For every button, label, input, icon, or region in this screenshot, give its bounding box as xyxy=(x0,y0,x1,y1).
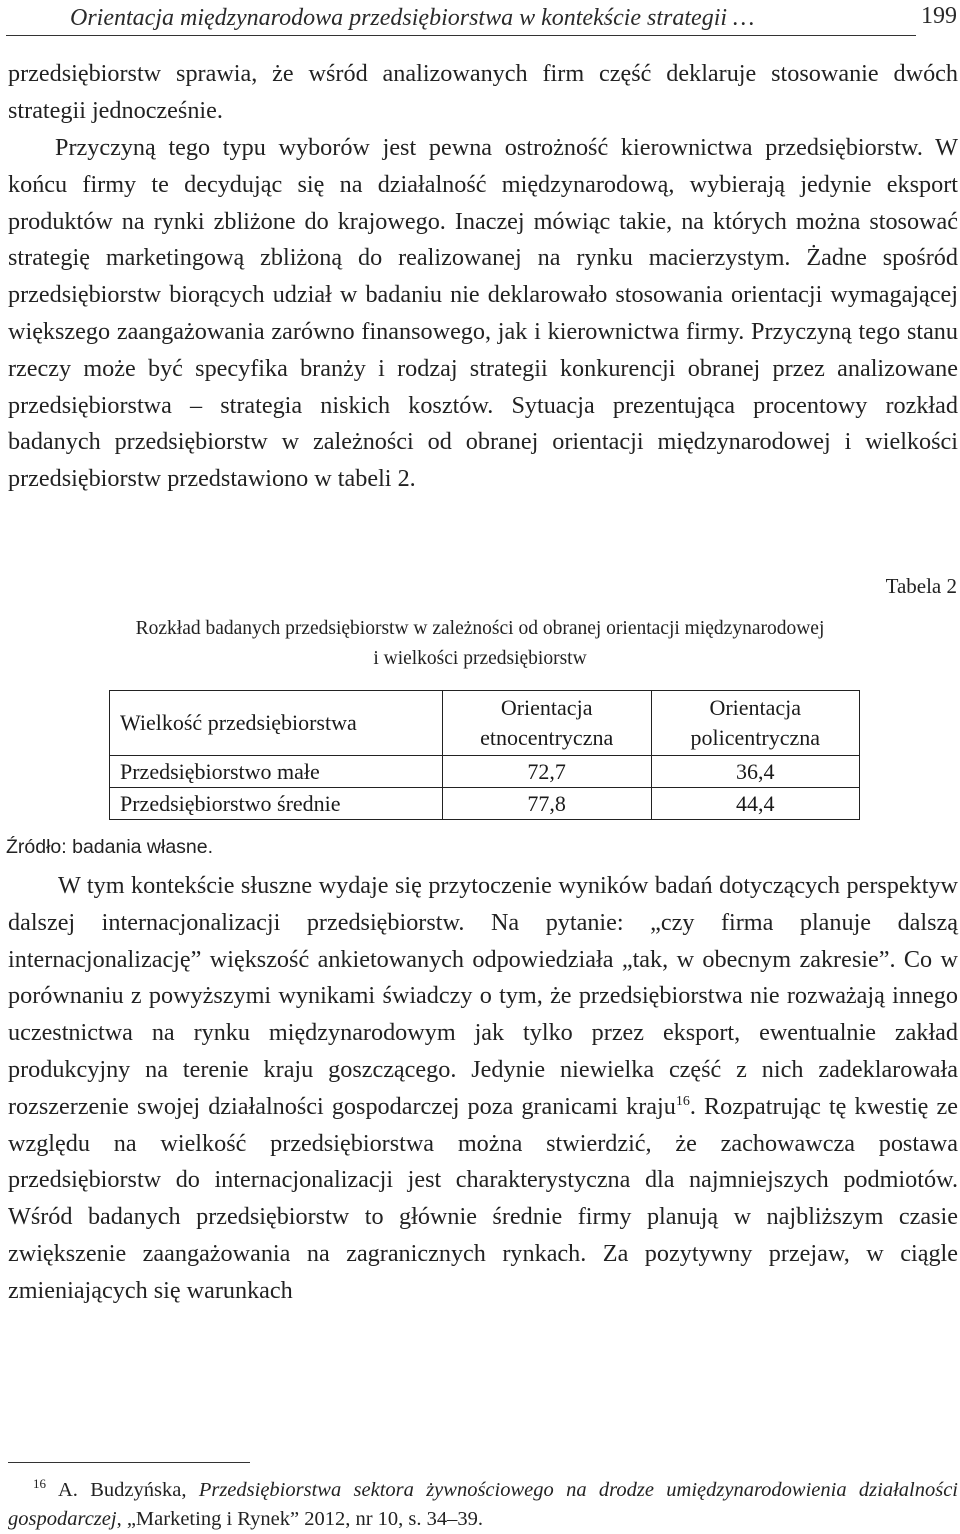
header-polycentric xyxy=(651,691,860,756)
table-cell: 36,4 xyxy=(651,756,860,788)
table-cell: 72,7 xyxy=(442,756,651,788)
header-ethnocentric-line-1: Orientacja xyxy=(500,695,593,720)
paragraph-2: Przyczyną tego typu wyborów jest pewna ostrożność kierownictwa przedsiębiorstw. W końcu firmy te decydując się na działalność międzynarodową, wybierają jedynie eksport produktów na rynki zbliżone do krajowego. Inaczej mówiąc takie, na których można stosować strategię marketingową zbliżoną do realizowanej na rynku macierzystym. Żadne spośród przedsiębiorstw biorących udział w badaniu nie deklarowało stosowania orientacji wymagającej większego zaangażowania zarówno finansowego, jak i kierownictwa firmy. Przyczyną tego stanu rzeczy może być specyfika branży i rodzaj strategii konkurencji obranej przez analizowane przedsiębiorstwa – strategia niskich kosztów. Sytuacja prezentująca procentowy rozkład badanych przedsiębiorstw w zależności od obranej orientacji międzynarodowej i wielkości przedsiębiorstw przedstawiono w tabeli 2. xyxy=(8,134,958,493)
header-ethnocentric xyxy=(442,691,651,756)
header-polycentric-line-1: Orientacja xyxy=(709,695,802,720)
header-rule xyxy=(6,35,916,36)
paragraph-3-text-b: . Rozpatrując tę kwestię ze względu na wielkość przedsiębiorstwa można stwierdzić, że zachowawcza postawa przedsiębiorstw do internacjonalizacji jest charakterystyczna dla najmniejszych podmiotów. Wśród badanych przedsiębiorstw to głównie średnie firmy planują w najbliższym czasie zwiększenie zaangażowania na zagranicznych rynkach. Za pozytywny przejaw, w ciągle zmieniających się warunkach xyxy=(8,1092,958,1304)
table-caption xyxy=(40,614,920,674)
table-row xyxy=(110,788,860,820)
running-title: Orientacja międzynarodowa przedsiębiorstwa w kontekście strategii … xyxy=(70,5,755,31)
table-caption-line-2: i wielkości przedsiębiorstw xyxy=(373,648,587,669)
table-cell: Przedsiębiorstwo średnie xyxy=(110,788,443,820)
footnote-reference[interactable]: 16 xyxy=(675,1093,690,1109)
footnote-title: Przedsiębiorstwa sektora żywnościowego na drodze umiędzynarodowienia działalności gospodarczej xyxy=(8,1479,959,1530)
table-cell: 77,8 xyxy=(442,788,651,820)
header-ethnocentric-line-2: etnocentryczna xyxy=(480,725,614,750)
table-source: Źródło: badania własne. xyxy=(6,836,214,858)
footnote xyxy=(8,1476,958,1534)
footnote-author: A. Budzyńska, xyxy=(58,1479,187,1501)
header-size-label: Wielkość przedsiębiorstwa xyxy=(120,710,357,735)
header-size xyxy=(110,691,443,756)
table-row xyxy=(110,756,860,788)
table-cell: 44,4 xyxy=(651,788,860,820)
running-header xyxy=(0,0,960,40)
paragraph-3 xyxy=(8,868,958,1310)
table-header-row xyxy=(110,691,860,756)
table-caption-line-1: Rozkład badanych przedsiębiorstw w zależności od obranej orientacji międzynarodowej xyxy=(135,618,825,639)
table-label: Tabela 2 xyxy=(885,574,957,598)
data-table xyxy=(109,690,860,820)
header-polycentric-line-2: policentryczna xyxy=(690,725,820,750)
footnote-number: 16 xyxy=(33,1476,46,1492)
footnote-rule xyxy=(8,1462,250,1463)
paragraph-1: przedsiębiorstw sprawia, że wśród analizowanych firm część deklaruje stosowanie dwóch strategii jednocześnie. xyxy=(8,60,958,124)
paragraph-3-text-a: W tym kontekście słuszne wydaje się przytoczenie wyników badań dotyczących perspektyw dalszej internacjonalizacji przedsiębiorstw. Na pytanie: „czy firma planuje dalszą internacjonalizację” większość ankietowanych odpowiedziała „tak, w obecnym zakresie”. Co w porównaniu z powyższymi wynikami świadczy o tym, że przedsiębiorstwa nie rozważają innego uczestnictwa na rynku międzynarodowym jak tylko przez eksport, ewentualnie zakład produkcyjny na terenie kraju goszczącego. Jedynie niewielka część z nich zadeklarowała rozszerzenie swojej działalności gospodarczej poza granicami kraju xyxy=(8,872,958,1120)
table-cell: Przedsiębiorstwo małe xyxy=(110,756,443,788)
footnote-rest: , „Marketing i Rynek” 2012, nr 10, s. 34–39. xyxy=(116,1508,483,1530)
page-number: 199 xyxy=(921,3,957,29)
